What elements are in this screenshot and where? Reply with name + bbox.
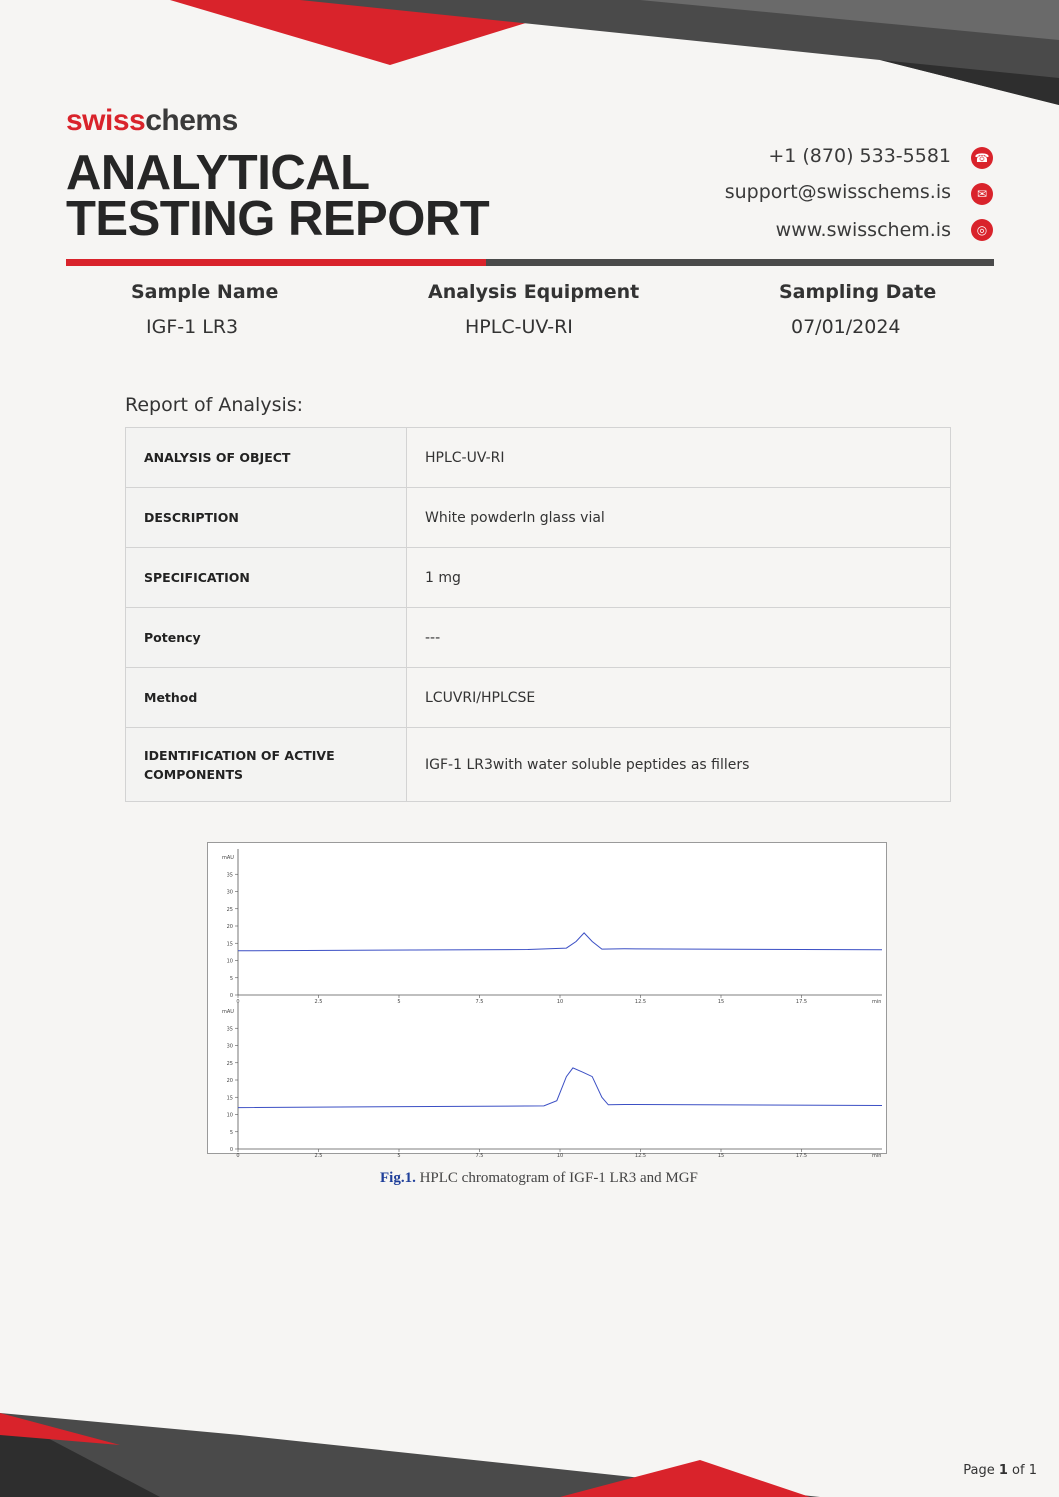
chart-y-tick-label: 35 (226, 1026, 233, 1033)
chart-x-tick-label: 5 (397, 999, 401, 1005)
chart-x-label: min (872, 999, 882, 1005)
table-row (126, 428, 951, 488)
chart-y-tick-label: 30 (226, 1043, 233, 1050)
chart-y-tick-label: 5 (229, 975, 233, 982)
chart-y-tick-label: 30 (226, 889, 233, 896)
title-line-1: ANALYTICAL (66, 146, 370, 200)
mail-icon: ✉ (971, 183, 993, 205)
chart-y-tick-label: 10 (226, 1112, 233, 1119)
chart-x-tick-label: 12.5 (634, 999, 647, 1005)
row-key: DESCRIPTION (126, 488, 407, 548)
chart-x-tick-label: 17.5 (795, 999, 808, 1005)
page-mid: of (1007, 1463, 1029, 1478)
chart-y-tick-label: 25 (226, 1060, 233, 1067)
header-divider-red (66, 259, 486, 266)
contact-website[interactable]: www.swisschem.is (775, 219, 951, 241)
title-line-2: TESTING REPORT (66, 192, 490, 246)
contact-email[interactable]: support@swisschems.is (724, 181, 951, 203)
chart-y-tick-label: 0 (229, 1147, 233, 1153)
chart-x-tick-label: 15 (717, 999, 725, 1005)
figure-caption-text: HPLC chromatogram of IGF-1 LR3 and MGF (415, 1170, 698, 1186)
equipment-label: Analysis Equipment (428, 281, 640, 303)
globe-icon: ◎ (971, 219, 993, 241)
chart-x-tick-label: 5 (397, 1153, 401, 1159)
row-value: 1 mg (407, 548, 951, 608)
sample-name-label: Sample Name (131, 281, 279, 303)
row-value: HPLC-UV-RI (407, 428, 951, 488)
chart-y-tick-label: 20 (226, 1078, 233, 1084)
row-value: --- (407, 608, 951, 668)
chart-x-tick-label: 0 (236, 1153, 240, 1159)
chart-y-tick-label: 15 (226, 941, 233, 948)
chart-x-tick-label: 2.5 (314, 1153, 323, 1159)
row-key: IDENTIFICATION OF ACTIVE COMPONENTS (126, 728, 407, 802)
chart-x-tick-label: 12.5 (634, 1153, 647, 1159)
chart-x-tick-label: 2.5 (314, 999, 323, 1005)
chart-x-label: min (872, 1153, 882, 1159)
chart-x-tick-label: 7.5 (475, 999, 484, 1005)
page-current: 1 (998, 1463, 1008, 1478)
sampling-date-label: Sampling Date (779, 281, 937, 303)
chromatogram-figure (207, 842, 887, 1159)
brand-logo: swisschems (66, 104, 238, 137)
row-value: LCUVRI/HPLCSE (407, 668, 951, 728)
chart-x-tick-label: 10 (556, 999, 564, 1005)
figure-caption-label: Fig.1. (380, 1170, 416, 1186)
chart-x-tick-label: 15 (717, 1153, 725, 1159)
equipment-value: HPLC-UV-RI (465, 316, 573, 338)
chart-series-line (238, 933, 882, 951)
contact-phone[interactable]: +1 (870) 533-5581 (768, 145, 951, 167)
bottom-decoration (0, 1405, 1059, 1497)
chart-y-tick-label: 5 (229, 1129, 233, 1136)
chart-x-tick-label: 7.5 (475, 1153, 484, 1159)
chart-y-tick-label: 10 (226, 958, 233, 965)
row-key: ANALYSIS OF OBJECT (126, 428, 407, 488)
table-row (126, 668, 951, 728)
chart-y-tick-label: 35 (226, 872, 233, 879)
page-prefix: Page (963, 1463, 999, 1478)
chart-y-tick-label: 20 (226, 924, 233, 930)
chart-series-line (238, 1068, 882, 1108)
table-row (126, 488, 951, 548)
report-title (66, 146, 490, 246)
chart-y-tick-label: 25 (226, 906, 233, 913)
phone-icon: ☎ (971, 147, 993, 169)
chart-y-tick-label: 0 (229, 993, 233, 999)
report-heading: Report of Analysis: (125, 394, 304, 416)
chart-x-tick-label: 17.5 (795, 1153, 808, 1159)
chart-y-tick-label: 15 (226, 1095, 233, 1102)
table-row (126, 608, 951, 668)
row-key: Potency (126, 608, 407, 668)
top-decoration (0, 0, 1059, 110)
figure-caption (380, 1170, 698, 1187)
row-key: SPECIFICATION (126, 548, 407, 608)
chart-x-tick-label: 10 (556, 1153, 564, 1159)
sampling-date-value: 07/01/2024 (791, 316, 901, 338)
chart-x-tick-label: 0 (236, 999, 240, 1005)
table-row (126, 728, 951, 802)
row-value: IGF-1 LR3with water soluble peptides as fillers (407, 728, 951, 802)
chart-y-label: mAU (222, 855, 234, 861)
chart-y-label: mAU (222, 1009, 234, 1015)
page-number (963, 1463, 1037, 1478)
table-row (126, 548, 951, 608)
report-table (125, 427, 951, 802)
row-key: Method (126, 668, 407, 728)
chromatogram-svg (208, 843, 886, 1159)
header-divider-dark (486, 259, 994, 266)
row-value: White powderIn glass vial (407, 488, 951, 548)
sample-name-value: IGF-1 LR3 (146, 316, 239, 338)
page-total: 1 (1028, 1463, 1037, 1478)
